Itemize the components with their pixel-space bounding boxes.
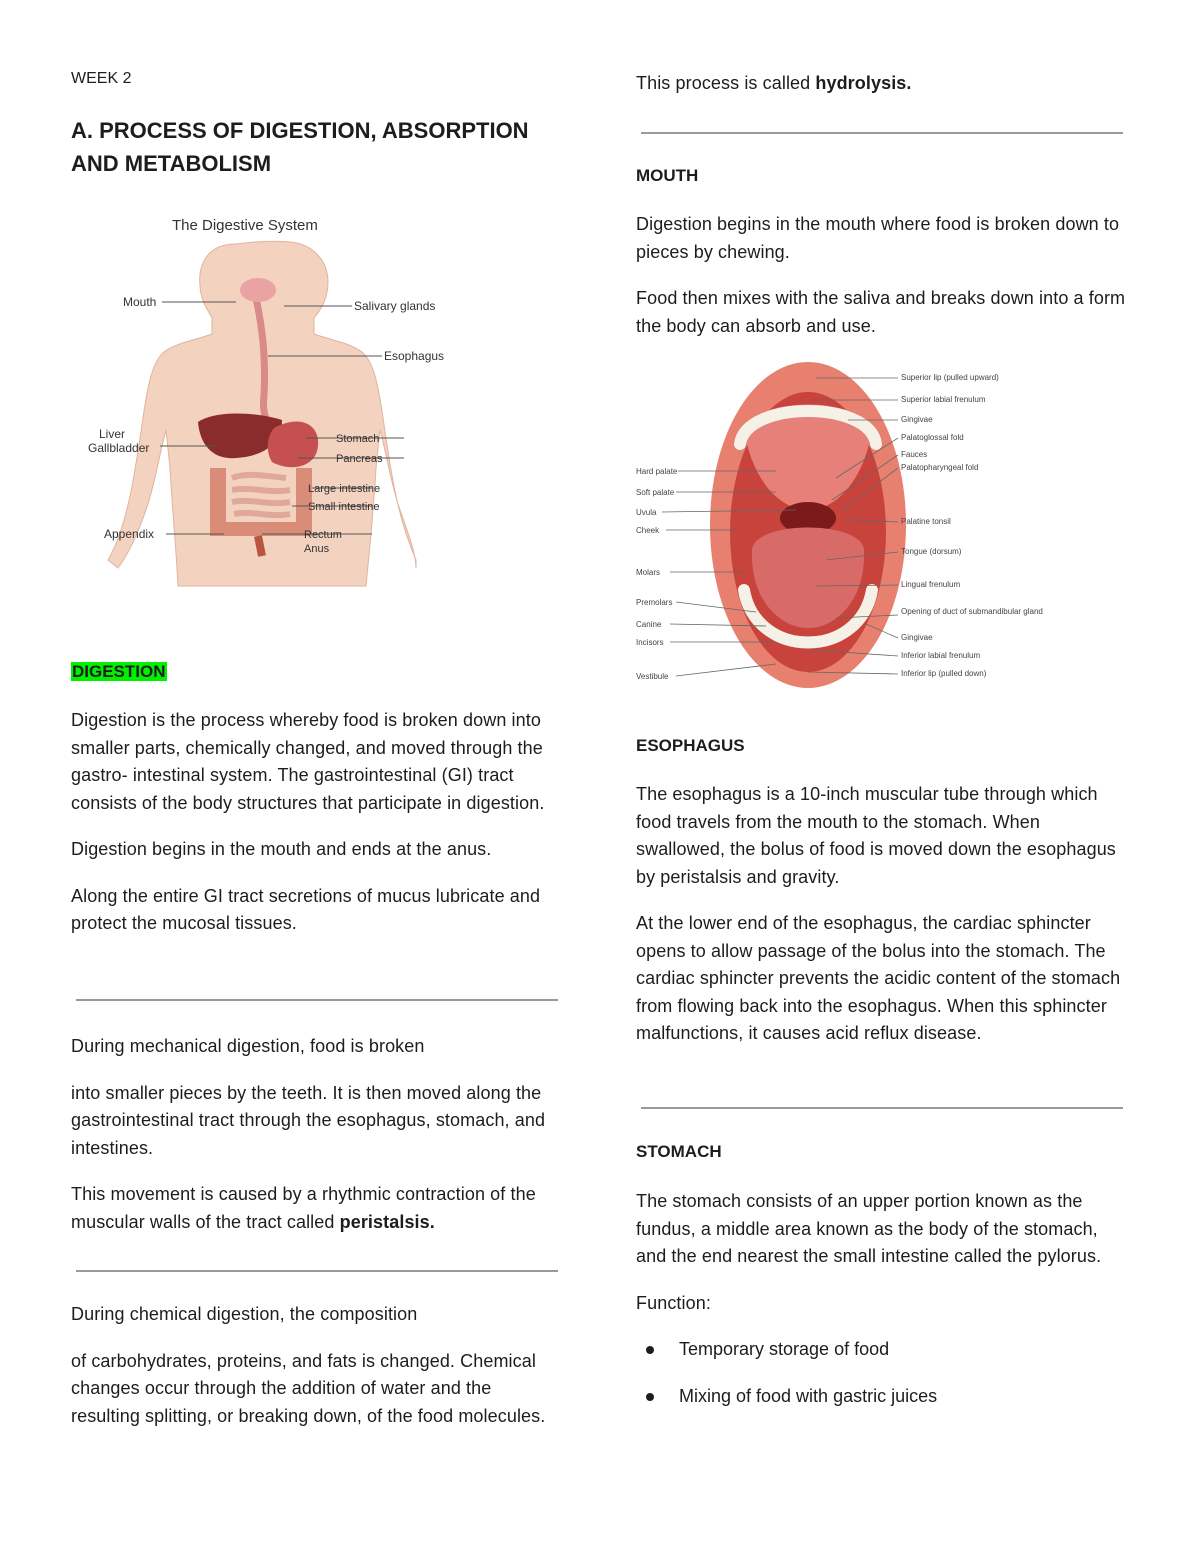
function-list	[636, 1336, 1126, 1410]
oral-label-l9: Vestibule	[636, 672, 669, 681]
divider	[76, 1270, 558, 1272]
oral-label-r11: Gingivae	[901, 633, 933, 642]
stomach-shape	[268, 422, 318, 468]
mouth-heading: MOUTH	[636, 166, 699, 185]
oral-label-r1: Superior lip (pulled upward)	[901, 373, 999, 382]
week-label: WEEK 2	[71, 70, 132, 87]
oral-label-l8: Incisors	[636, 638, 664, 647]
oral-label-r12: Inferior labial frenulum	[901, 651, 981, 660]
function-item-1: Temporary storage of food	[679, 1339, 890, 1359]
page-title: A. PROCESS OF DIGESTION, ABSORPTION AND METABOLISM	[71, 118, 529, 176]
esophagus-text	[636, 781, 1126, 1048]
digestion-paragraph-3: Along the entire GI tract secretions of mucus lubricate and protect the mucosal tissues.	[71, 885, 541, 933]
divider	[641, 132, 1123, 134]
label-large-intestine: Large intestine	[308, 483, 381, 495]
hydrolysis-term: hydrolysis.	[815, 73, 912, 93]
mechanical-paragraph-2: into smaller pieces by the teeth. It is then moved along the gastrointestinal tract through the esophagus, stomach, and intestines.	[71, 1082, 546, 1158]
label-gallbladder: Gallbladder	[88, 441, 150, 455]
list-item	[636, 1336, 1126, 1364]
stomach-paragraph: The stomach consists of an upper portion known as the fundus, a middle area known as the body of the stomach, and the end nearest the small intestine called the pylorus.	[636, 1191, 1102, 1266]
stomach-text	[636, 1188, 1126, 1410]
oral-cavity-figure	[636, 360, 1043, 690]
mouth-cavity-shape	[240, 278, 276, 302]
oral-label-r5: Fauces	[901, 450, 928, 459]
hydrolysis-text	[636, 70, 1126, 98]
mechanical-paragraph-1: During mechanical digestion, food is broken	[71, 1036, 425, 1056]
oral-label-r10: Opening of duct of submandibular gland	[901, 607, 1043, 616]
function-item-2: Mixing of food with gastric juices	[679, 1385, 938, 1406]
oral-label-l2: Soft palate	[636, 488, 675, 497]
oral-label-l5: Molars	[636, 568, 661, 577]
peristalsis-sentence: This movement is caused by a rhythmic contraction of the muscular walls of the tract called	[71, 1184, 536, 1232]
label-liver: Liver	[99, 427, 126, 441]
label-mouth: Mouth	[123, 295, 157, 309]
mechanical-paragraph-3	[71, 1181, 561, 1236]
digestion-heading	[71, 662, 167, 682]
label-anus: Anus	[304, 543, 330, 555]
chemical-paragraph-2: of carbohydrates, proteins, and fats is changed. Chemical changes occur through the addition of water and the resulting splitting, or breaking down, of the food molecules.	[71, 1350, 546, 1426]
oral-label-l1: Hard palate	[636, 467, 678, 476]
oral-label-r4: Palatoglossal fold	[901, 433, 964, 442]
oral-label-l6: Premolars	[636, 598, 673, 607]
hydrolysis-sentence: This process is called	[636, 73, 816, 93]
oral-label-r13: Inferior lip (pulled down)	[901, 669, 987, 678]
stomach-heading: STOMACH	[636, 1142, 722, 1161]
oral-label-l4: Cheek	[636, 526, 660, 535]
oral-label-r9: Lingual frenulum	[901, 580, 961, 589]
peristalsis-term: peristalsis.	[339, 1211, 435, 1232]
oral-label-r8: Tongue (dorsum)	[901, 547, 962, 556]
divider	[76, 999, 558, 1001]
esophagus-paragraph-2: At the lower end of the esophagus, the cardiac sphincter opens to allow passage of the bolus into the stomach. The cardiac sphincter prevents the acidic content of the stomach from flowing back into the esophagus. When this sphincter malfunctions, it causes acid reflux disease.	[636, 913, 1121, 1043]
label-rectum: Rectum	[304, 529, 342, 541]
digestion-paragraph-1: Digestion is the process whereby food is broken down into smaller parts, chemically changed, and moved through the gastro- intestinal system. The gastrointestinal (GI) tract consists of the body structures that participate in digestion.	[71, 710, 545, 813]
esophagus-heading: ESOPHAGUS	[636, 736, 745, 755]
digestion-paragraph-2: Digestion begins in the mouth and ends at the anus.	[71, 839, 492, 859]
mechanical-digestion-text	[71, 1033, 561, 1236]
oral-label-l7: Canine	[636, 620, 662, 629]
hydrolysis-paragraph	[636, 70, 1126, 98]
function-label: Function:	[636, 1292, 711, 1313]
oral-label-r2: Superior labial frenulum	[901, 395, 986, 404]
oral-label-r7: Palatine tonsil	[901, 517, 951, 526]
list-item	[636, 1383, 1126, 1411]
rectum-shape	[258, 536, 262, 556]
esophagus-paragraph-1: The esophagus is a 10-inch muscular tube through which food travels from the mouth to the stomach. When swallowed, the bolus of food is moved down the esophagus by peristalsis and gravity.	[636, 784, 1116, 887]
label-appendix: Appendix	[104, 527, 155, 541]
label-salivary-glands: Salivary glands	[354, 299, 436, 313]
digestion-text	[71, 707, 561, 938]
chemical-paragraph-1: During chemical digestion, the composition	[71, 1304, 418, 1324]
mouth-text	[636, 211, 1126, 340]
digestive-system-figure	[86, 206, 445, 590]
mouth-paragraph-1: Digestion begins in the mouth where food is broken down to pieces by chewing.	[636, 214, 1120, 262]
oral-label-r3: Gingivae	[901, 415, 933, 424]
label-small-intestine: Small intestine	[308, 501, 380, 513]
mouth-paragraph-2: Food then mixes with the saliva and breaks down into a form the body can absorb and use.	[636, 288, 1126, 336]
bullet-icon	[646, 1346, 654, 1354]
bullet-icon	[646, 1393, 654, 1401]
label-esophagus: Esophagus	[384, 349, 445, 363]
oral-label-r6: Palatopharyngeal fold	[901, 463, 979, 472]
digestion-heading-highlight: DIGESTION	[72, 662, 166, 681]
chemical-digestion-text	[71, 1301, 561, 1430]
divider	[641, 1107, 1123, 1109]
oral-label-l3: Uvula	[636, 508, 657, 517]
label-stomach: Stomach	[336, 433, 380, 445]
label-pancreas: Pancreas	[336, 453, 383, 465]
figure-caption: The Digestive System	[172, 217, 318, 234]
